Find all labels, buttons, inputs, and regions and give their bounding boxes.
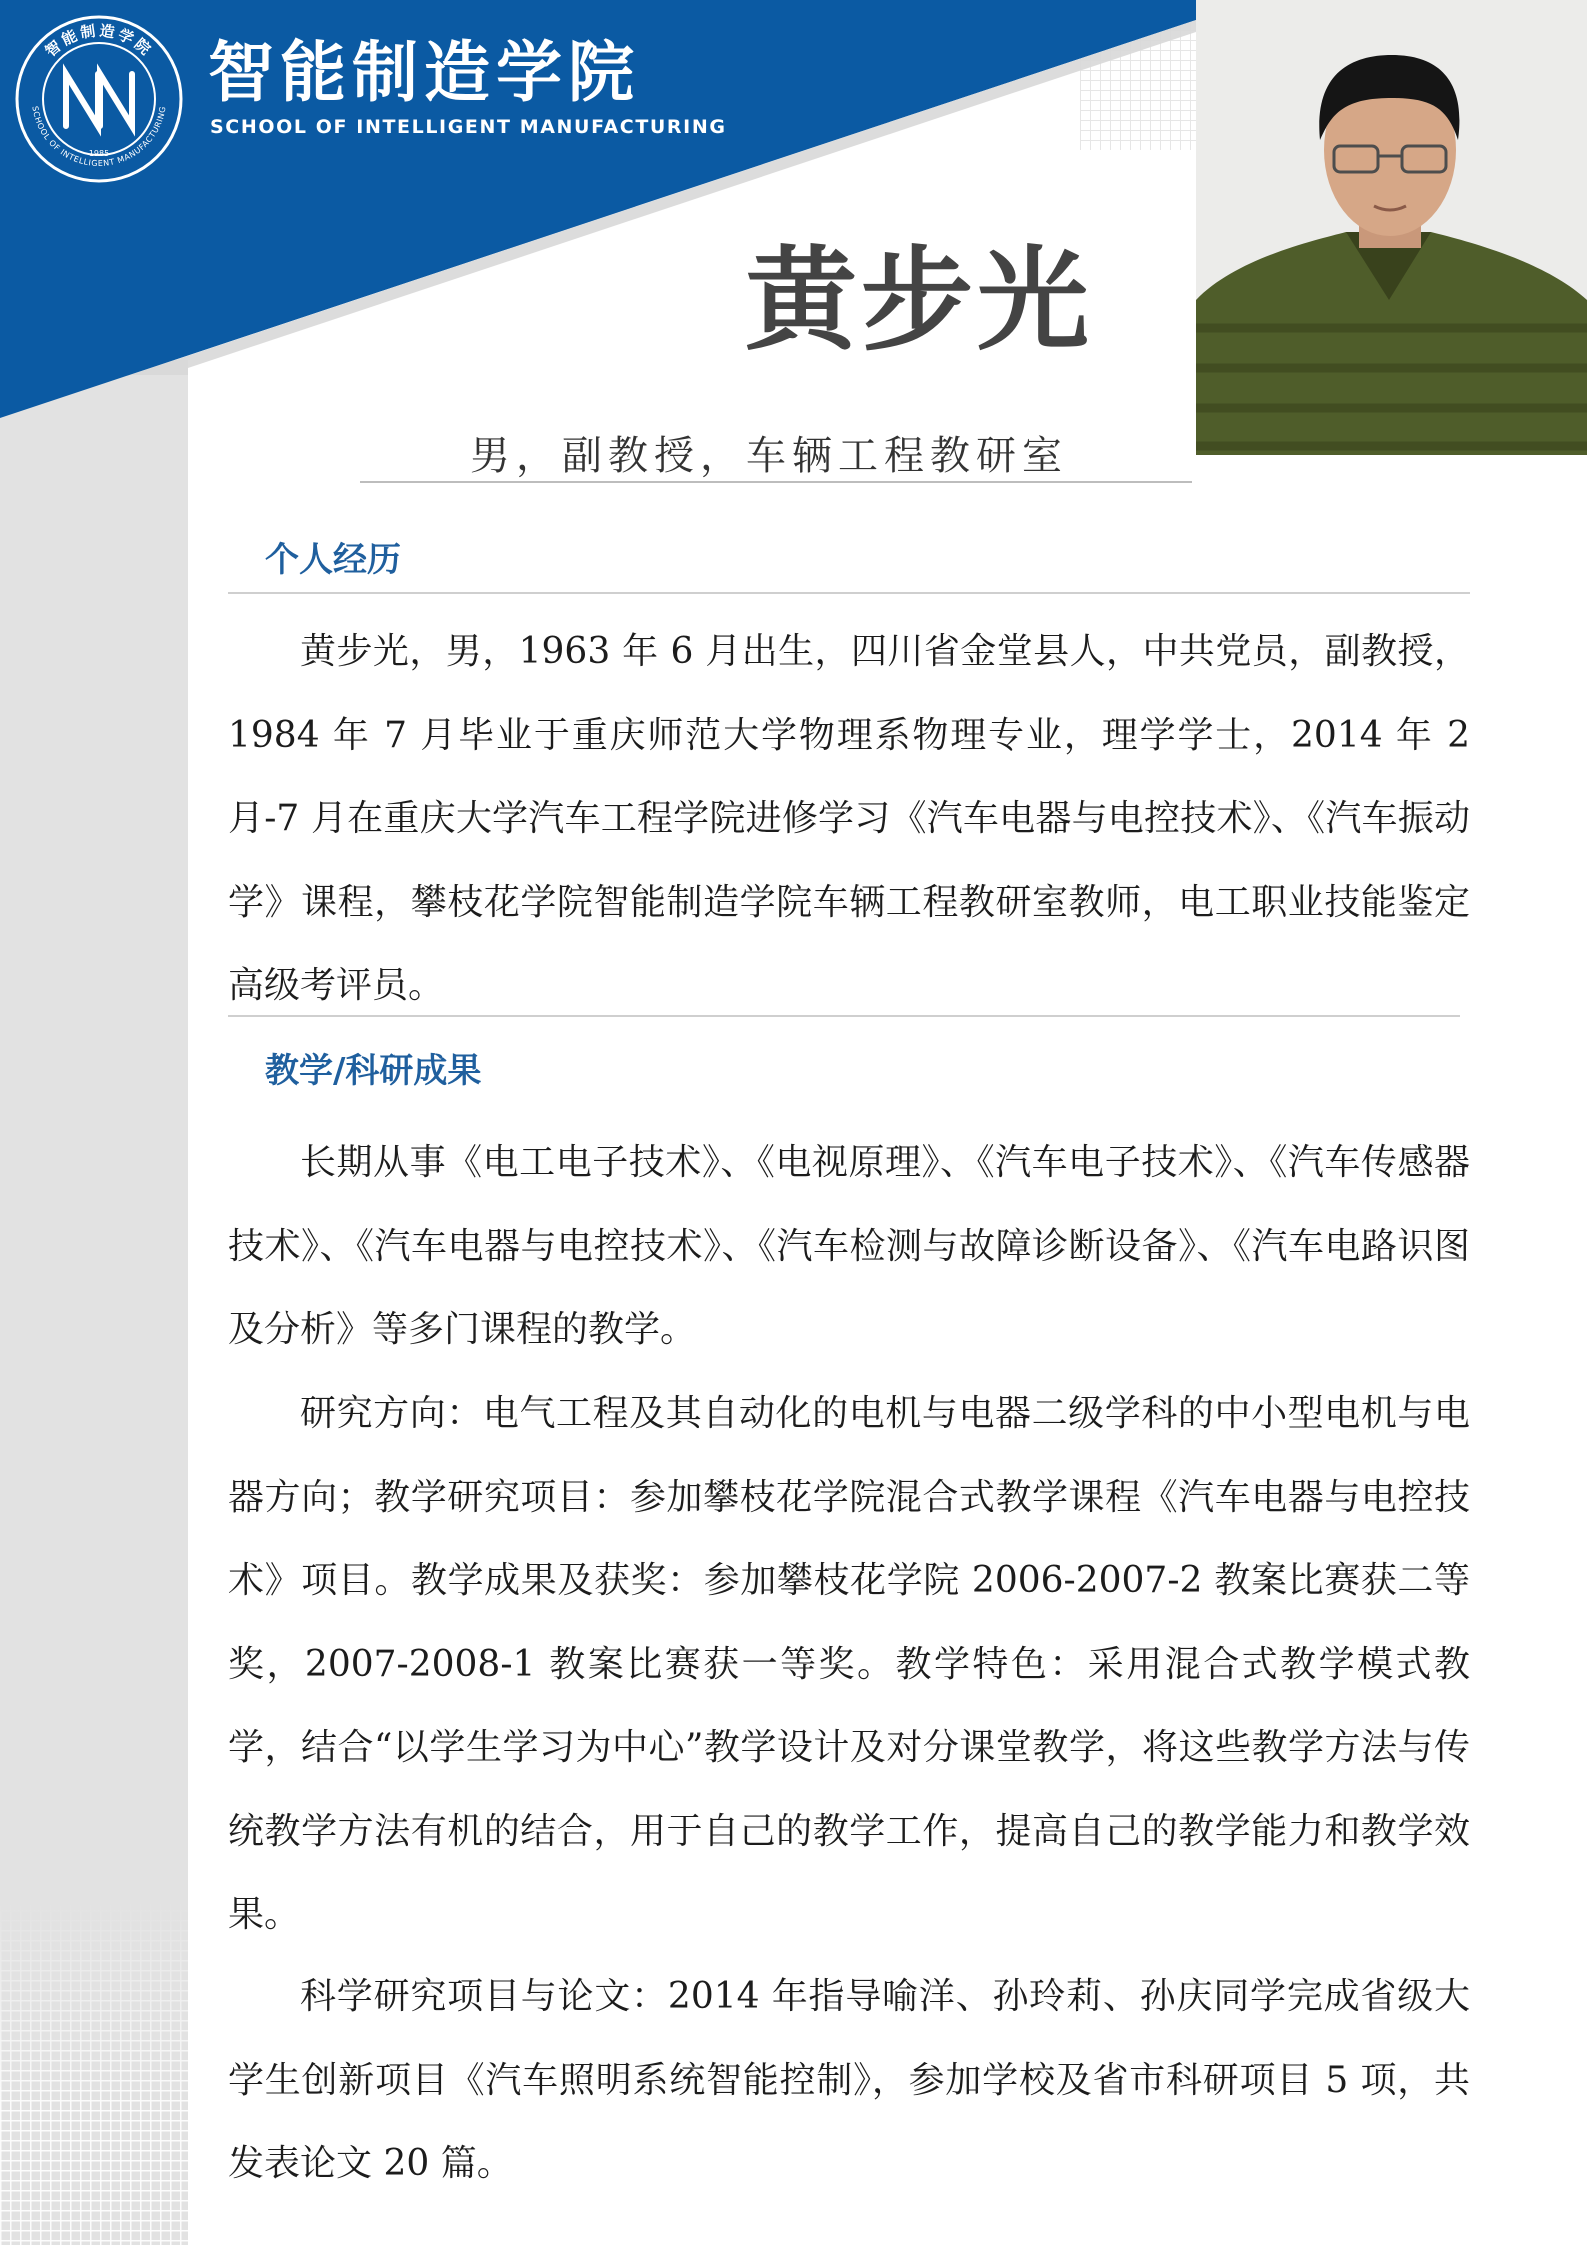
school-name-en: SCHOOL OF INTELLIGENT MANUFACTURING [210, 116, 727, 138]
school-logo [14, 14, 184, 184]
person-name: 黄步光 [745, 236, 1093, 366]
meta-divider [360, 481, 1192, 483]
logo-mark-icon [66, 74, 132, 126]
portrait-photo [1196, 0, 1587, 455]
section-title-achievements: 教学/科研成果 [265, 1051, 482, 1091]
school-name-cn: 智能制造学院 [208, 34, 640, 111]
svg-text:智能制造学院: 智能制造学院 [41, 21, 157, 61]
projects-paragraph: 科学研究项目与论文：2014 年指导喻洋、孙玲莉、孙庆同学完成省级大学生创新项目《汽车照明系统智能控制》，参加学校及省市科研项目 5 项，共发表论文 20 篇。 [228, 1976, 1470, 2184]
person-meta: 男，副教授，车辆工程教研室 [470, 433, 1068, 479]
teaching-paragraph: 长期从事《电工电子技术》、《电视原理》、《汽车电子技术》、《汽车传感器技术》、《汽车电器与电控技术》、《汽车检测与故障诊断设备》、《汽车电路识图及分析》等多门课程的教学。 [228, 1142, 1470, 1350]
portrait-icon [1196, 0, 1587, 455]
experience-paragraph: 黄步光，男，1963 年 6 月出生，四川省金堂县人，中共党员，副教授，1984 年 7 月毕业于重庆师范大学物理系物理专业，理学学士，2014 年 2 月-7 月在重庆大学汽车工程学院进修学习《汽车电器与电控技术》、《汽车振动学》课程，攀枝花学院智能制造学院车辆工程教研室教师，电工职业技能鉴定高级考评员。 [228, 631, 1470, 1006]
svg-text:SCHOOL OF INTELLIGENT MANUFACT: SCHOOL OF INTELLIGENT MANUFACTURING [30, 105, 168, 169]
section-title-experience: 个人经历 [265, 540, 401, 580]
section-divider [228, 1015, 1460, 1017]
svg-text:1985: 1985 [88, 149, 110, 158]
section-divider [228, 592, 1470, 594]
research-paragraph: 研究方向：电气工程及其自动化的电机与电器二级学科的中小型电机与电器方向；教学研究项目：参加攀枝花学院混合式教学课程《汽车电器与电控技术》项目。教学成果及获奖：参加攀枝花学院 2006-2007-2 教案比赛获二等奖，2007-2008-1 教案比赛获一等奖。教学特色：采用混合式教学模式教学，结合“以学生学习为中心”教学设计及对分课堂教学，将这些教学方法与传统教学方法有机的结合，用于自己的教学工作，提高自己的教学能力和教学效果。 [228, 1393, 1470, 1935]
